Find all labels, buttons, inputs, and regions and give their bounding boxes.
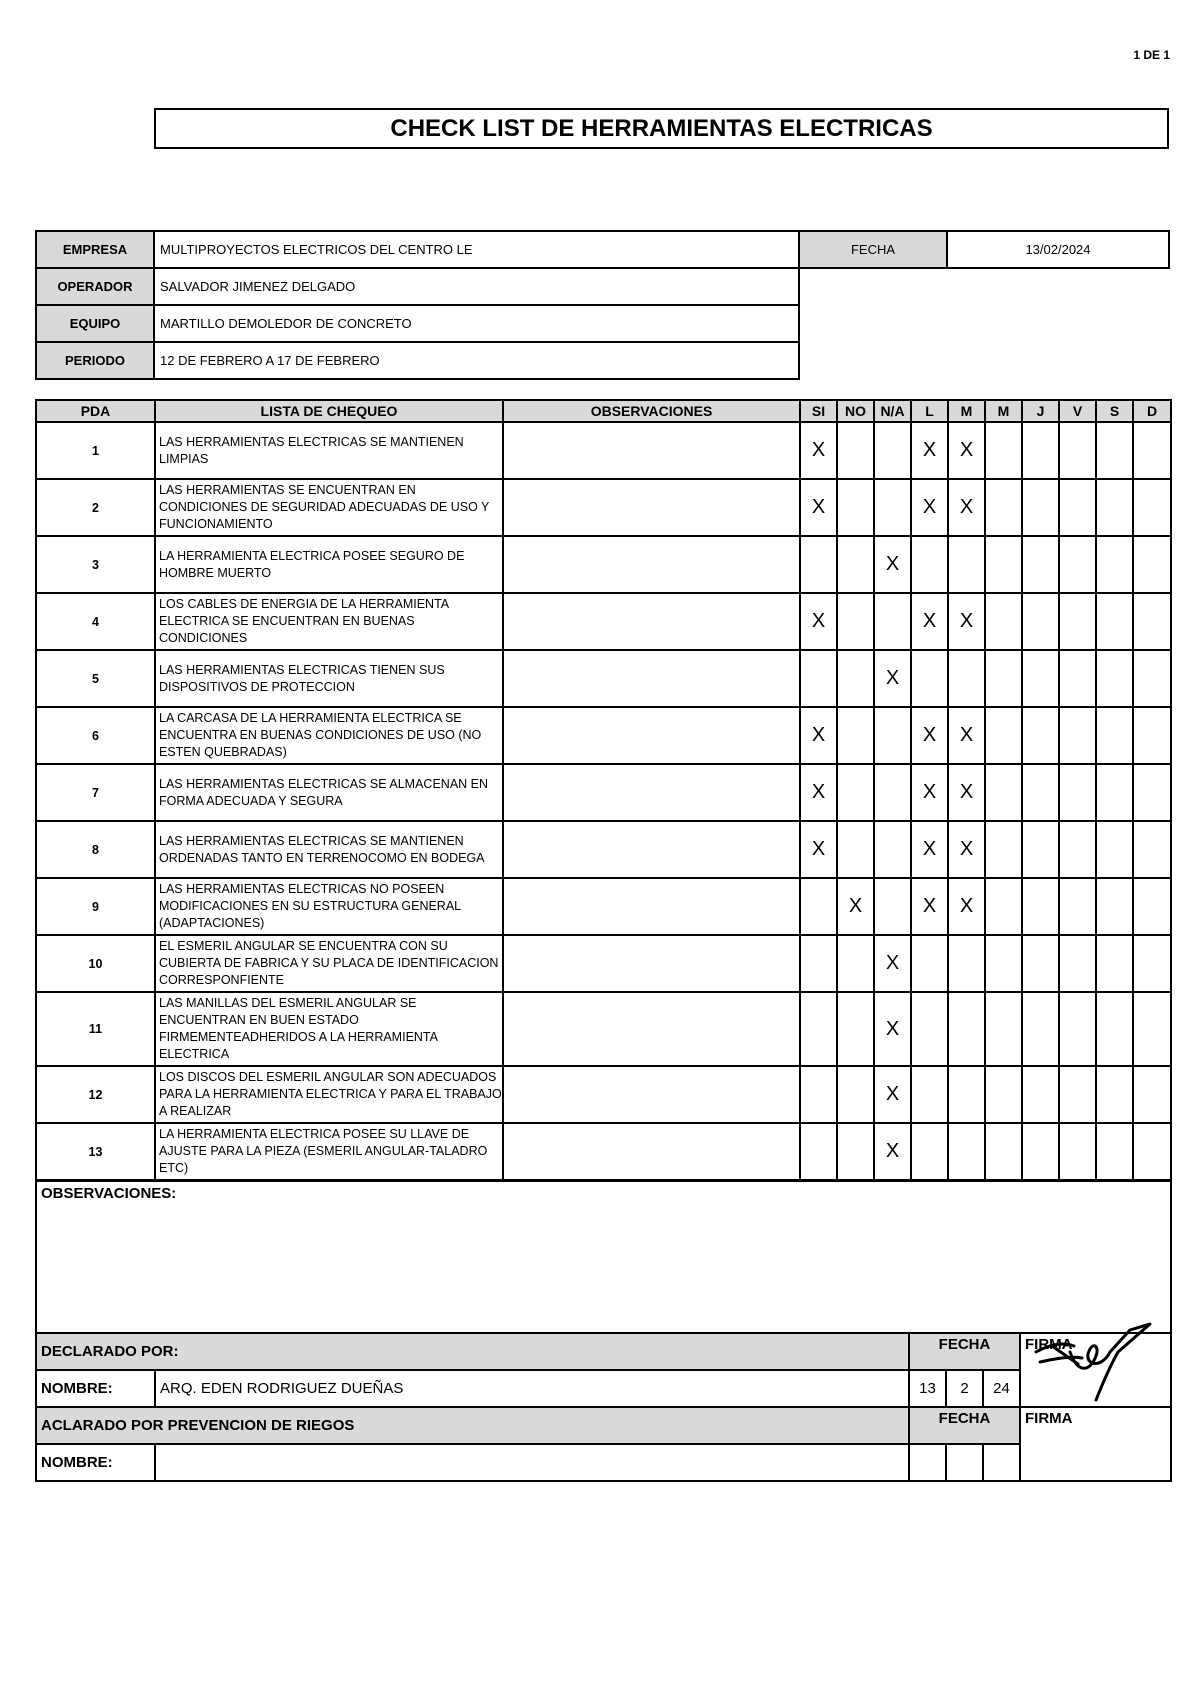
mark-cell[interactable] <box>1022 479 1059 536</box>
mark-cell[interactable] <box>1133 1123 1171 1180</box>
mark-cell[interactable] <box>1133 479 1171 536</box>
mark-cell[interactable]: X <box>800 764 837 821</box>
mark-cell[interactable] <box>1059 593 1096 650</box>
observation-cell[interactable] <box>503 878 800 935</box>
pda-cell: 4 <box>36 593 155 650</box>
mark-cell[interactable] <box>800 992 837 1066</box>
checklist-item-cell: LAS MANILLAS DEL ESMERIL ANGULAR SE ENCUENTRAN EN BUEN ESTADO FIRMEMENTEADHERIDOS A LA HERRAMIENTA ELECTRICA <box>155 992 503 1066</box>
mark-cell[interactable]: X <box>874 536 911 593</box>
mark-cell[interactable]: X <box>948 479 985 536</box>
checklist-item-cell: LA HERRAMIENTA ELECTRICA POSEE SU LLAVE DE AJUSTE PARA LA PIEZA (ESMERIL ANGULAR-TALADRO ETC) <box>155 1123 503 1180</box>
fecha2-day[interactable] <box>909 1444 946 1481</box>
header-domingo: D <box>1133 400 1171 422</box>
mark-cell[interactable]: X <box>800 422 837 479</box>
mark-cell[interactable]: X <box>874 992 911 1066</box>
checklist-item-cell: LAS HERRAMIENTAS ELECTRICAS NO POSEEN MODIFICACIONES EN SU ESTRUCTURA GENERAL (ADAPTACIONES) <box>155 878 503 935</box>
pda-cell: 7 <box>36 764 155 821</box>
mark-cell[interactable] <box>1059 935 1096 992</box>
aclarado-firma-label: FIRMA <box>1025 1410 1073 1427</box>
mark-cell[interactable] <box>1096 935 1133 992</box>
checklist-body <box>36 422 1171 1180</box>
mark-cell[interactable] <box>985 422 1022 479</box>
observation-cell[interactable] <box>503 1066 800 1123</box>
mark-cell[interactable] <box>800 878 837 935</box>
mark-cell[interactable] <box>874 422 911 479</box>
mark-cell[interactable] <box>837 764 874 821</box>
checklist-item-cell: LOS DISCOS DEL ESMERIL ANGULAR SON ADECUADOS PARA LA HERRAMIENTA ELECTRICA Y PARA EL TRABAJO A REALIZAR <box>155 1066 503 1123</box>
table-row <box>36 992 1171 1066</box>
mark-cell[interactable] <box>985 593 1022 650</box>
header-na: N/A <box>874 400 911 422</box>
header-sabado: S <box>1096 400 1133 422</box>
mark-cell[interactable] <box>985 707 1022 764</box>
mark-cell[interactable] <box>837 935 874 992</box>
aclarado-firma-cell[interactable] <box>1020 1407 1171 1481</box>
mark-cell[interactable]: X <box>948 821 985 878</box>
mark-cell[interactable]: X <box>800 479 837 536</box>
mark-cell[interactable] <box>1096 479 1133 536</box>
mark-cell[interactable] <box>837 1066 874 1123</box>
checklist-item-cell: LAS HERRAMIENTAS ELECTRICAS SE ALMACENAN EN FORMA ADECUADA Y SEGURA <box>155 764 503 821</box>
pda-cell: 6 <box>36 707 155 764</box>
pda-cell: 2 <box>36 479 155 536</box>
table-row <box>36 422 1171 479</box>
header-si: SI <box>800 400 837 422</box>
checklist-table <box>35 399 1172 1181</box>
observation-cell[interactable] <box>503 422 800 479</box>
mark-cell[interactable] <box>1022 821 1059 878</box>
mark-cell[interactable]: X <box>911 479 948 536</box>
mark-cell[interactable] <box>1133 422 1171 479</box>
mark-cell[interactable] <box>1022 878 1059 935</box>
fecha-day[interactable]: 13 <box>909 1370 946 1407</box>
mark-cell[interactable] <box>800 1066 837 1123</box>
mark-cell[interactable] <box>837 650 874 707</box>
table-row <box>36 650 1171 707</box>
mark-cell[interactable] <box>985 650 1022 707</box>
mark-cell[interactable]: X <box>911 707 948 764</box>
mark-cell[interactable] <box>1022 1123 1059 1180</box>
mark-cell[interactable]: X <box>874 1123 911 1180</box>
mark-cell[interactable] <box>874 479 911 536</box>
mark-cell[interactable] <box>1133 650 1171 707</box>
observation-cell[interactable] <box>503 821 800 878</box>
mark-cell[interactable] <box>1059 1066 1096 1123</box>
mark-cell[interactable] <box>985 479 1022 536</box>
mark-cell[interactable] <box>948 992 985 1066</box>
mark-cell[interactable] <box>1133 992 1171 1066</box>
pda-cell: 10 <box>36 935 155 992</box>
mark-cell[interactable] <box>1059 536 1096 593</box>
observation-cell[interactable] <box>503 992 800 1066</box>
mark-cell[interactable] <box>837 479 874 536</box>
mark-cell[interactable] <box>1133 536 1171 593</box>
pda-cell: 9 <box>36 878 155 935</box>
mark-cell[interactable] <box>1096 650 1133 707</box>
table-row <box>36 593 1171 650</box>
mark-cell[interactable]: X <box>874 650 911 707</box>
mark-cell[interactable]: X <box>911 422 948 479</box>
equipo-value: MARTILLO DEMOLEDOR DE CONCRETO <box>153 304 800 343</box>
nombre-label: NOMBRE: <box>36 1370 155 1407</box>
table-row <box>36 707 1171 764</box>
fecha-year[interactable]: 24 <box>983 1370 1020 1407</box>
checklist-item-cell: LAS HERRAMIENTAS ELECTRICAS SE MANTIENEN LIMPIAS <box>155 422 503 479</box>
table-row <box>36 878 1171 935</box>
mark-cell[interactable]: X <box>948 422 985 479</box>
nombre-value[interactable]: ARQ. EDEN RODRIGUEZ DUEÑAS <box>155 1370 909 1407</box>
pda-cell: 11 <box>36 992 155 1066</box>
mark-cell[interactable] <box>1059 422 1096 479</box>
header-lunes: L <box>911 400 948 422</box>
mark-cell[interactable] <box>1059 821 1096 878</box>
mark-cell[interactable]: X <box>948 764 985 821</box>
mark-cell[interactable] <box>874 593 911 650</box>
observation-cell[interactable] <box>503 707 800 764</box>
mark-cell[interactable]: X <box>800 821 837 878</box>
mark-cell[interactable] <box>1133 593 1171 650</box>
mark-cell[interactable] <box>1059 764 1096 821</box>
observation-cell[interactable] <box>503 536 800 593</box>
mark-cell[interactable]: X <box>911 764 948 821</box>
empresa-label: EMPRESA <box>35 230 155 269</box>
table-row <box>36 764 1171 821</box>
observaciones-box[interactable] <box>36 1181 1171 1333</box>
checklist-item-cell: EL ESMERIL ANGULAR SE ENCUENTRA CON SU CUBIERTA DE FABRICA Y SU PLACA DE IDENTIFICACION CORRESPONFIENTE <box>155 935 503 992</box>
equipo-label: EQUIPO <box>35 304 155 343</box>
fecha-month[interactable]: 2 <box>946 1370 983 1407</box>
header-martes: M <box>948 400 985 422</box>
table-row <box>36 821 1171 878</box>
aclarado-fecha-label: FECHA <box>909 1407 1020 1444</box>
mark-cell[interactable]: X <box>948 707 985 764</box>
checklist-item-cell: LAS HERRAMIENTAS ELECTRICAS SE MANTIENEN ORDENADAS TANTO EN TERRENOCOMO EN BODEGA <box>155 821 503 878</box>
header-viernes: V <box>1059 400 1096 422</box>
pda-cell: 8 <box>36 821 155 878</box>
mark-cell[interactable] <box>1096 821 1133 878</box>
mark-cell[interactable] <box>800 935 837 992</box>
mark-cell[interactable] <box>1022 764 1059 821</box>
mark-cell[interactable]: X <box>911 593 948 650</box>
mark-cell[interactable] <box>837 422 874 479</box>
operador-value: SALVADOR JIMENEZ DELGADO <box>153 267 800 306</box>
mark-cell[interactable] <box>1096 878 1133 935</box>
nombre2-label: NOMBRE: <box>36 1444 155 1481</box>
observation-cell[interactable] <box>503 935 800 992</box>
mark-cell[interactable] <box>1022 593 1059 650</box>
mark-cell[interactable] <box>1133 878 1171 935</box>
mark-cell[interactable]: X <box>800 593 837 650</box>
mark-cell[interactable] <box>985 935 1022 992</box>
mark-cell[interactable] <box>911 935 948 992</box>
mark-cell[interactable] <box>985 536 1022 593</box>
table-row <box>36 536 1171 593</box>
mark-cell[interactable] <box>837 536 874 593</box>
mark-cell[interactable] <box>1096 593 1133 650</box>
checklist-header-row <box>36 400 1171 422</box>
mark-cell[interactable] <box>911 992 948 1066</box>
mark-cell[interactable] <box>1022 707 1059 764</box>
mark-cell[interactable] <box>1133 764 1171 821</box>
header-jueves: J <box>1022 400 1059 422</box>
mark-cell[interactable] <box>911 1066 948 1123</box>
empresa-value: MULTIPROYECTOS ELECTRICOS DEL CENTRO LE <box>153 230 800 269</box>
mark-cell[interactable] <box>1133 821 1171 878</box>
table-row <box>36 1123 1171 1180</box>
mark-cell[interactable] <box>1096 1066 1133 1123</box>
mark-cell[interactable] <box>1096 422 1133 479</box>
mark-cell[interactable] <box>1096 764 1133 821</box>
header-no: NO <box>837 400 874 422</box>
mark-cell[interactable] <box>948 1066 985 1123</box>
table-row <box>36 479 1171 536</box>
mark-cell[interactable] <box>985 878 1022 935</box>
mark-cell[interactable]: X <box>837 878 874 935</box>
mark-cell[interactable] <box>874 707 911 764</box>
checklist-item-cell: LOS CABLES DE ENERGIA DE LA HERRAMIENTA ELECTRICA SE ENCUENTRAN EN BUENAS CONDICIONES <box>155 593 503 650</box>
mark-cell[interactable]: X <box>874 935 911 992</box>
mark-cell[interactable] <box>1059 479 1096 536</box>
mark-cell[interactable] <box>1133 707 1171 764</box>
header-miercoles: M <box>985 400 1022 422</box>
checklist-item-cell: LAS HERRAMIENTAS ELECTRICAS TIENEN SUS DISPOSITIVOS DE PROTECCION <box>155 650 503 707</box>
mark-cell[interactable] <box>911 650 948 707</box>
mark-cell[interactable] <box>985 821 1022 878</box>
mark-cell[interactable] <box>837 821 874 878</box>
fecha-label: FECHA <box>798 230 948 269</box>
mark-cell[interactable] <box>911 1123 948 1180</box>
mark-cell[interactable] <box>874 878 911 935</box>
mark-cell[interactable] <box>1022 536 1059 593</box>
operador-label: OPERADOR <box>35 267 155 306</box>
mark-cell[interactable] <box>1059 878 1096 935</box>
checklist-item-cell: LA HERRAMIENTA ELECTRICA POSEE SEGURO DE HOMBRE MUERTO <box>155 536 503 593</box>
periodo-label: PERIODO <box>35 341 155 380</box>
mark-cell[interactable] <box>1059 992 1096 1066</box>
mark-cell[interactable] <box>1059 650 1096 707</box>
checklist-item-cell: LA CARCASA DE LA HERRAMIENTA ELECTRICA SE ENCUENTRA EN BUENAS CONDICIONES DE USO (NO ESTEN QUEBRADAS) <box>155 707 503 764</box>
fecha2-month[interactable] <box>946 1444 983 1481</box>
mark-cell[interactable] <box>1022 1066 1059 1123</box>
header-observaciones: OBSERVACIONES <box>503 400 800 422</box>
mark-cell[interactable] <box>985 1123 1022 1180</box>
mark-cell[interactable]: X <box>948 878 985 935</box>
pda-cell: 12 <box>36 1066 155 1123</box>
fecha-value: 13/02/2024 <box>946 230 1170 269</box>
observaciones-label: OBSERVACIONES: <box>41 1185 177 1202</box>
observation-cell[interactable] <box>503 650 800 707</box>
mark-cell[interactable] <box>985 992 1022 1066</box>
mark-cell[interactable] <box>1133 935 1171 992</box>
mark-cell[interactable] <box>1059 707 1096 764</box>
mark-cell[interactable]: X <box>800 707 837 764</box>
observation-cell[interactable] <box>503 764 800 821</box>
mark-cell[interactable] <box>837 707 874 764</box>
mark-cell[interactable] <box>1022 650 1059 707</box>
footer-table <box>35 1180 1172 1482</box>
mark-cell[interactable] <box>985 764 1022 821</box>
mark-cell[interactable] <box>1096 992 1133 1066</box>
mark-cell[interactable] <box>1133 1066 1171 1123</box>
fecha2-year[interactable] <box>983 1444 1020 1481</box>
pda-cell: 5 <box>36 650 155 707</box>
mark-cell[interactable]: X <box>911 821 948 878</box>
mark-cell[interactable]: X <box>948 593 985 650</box>
header-pda: PDA <box>36 400 155 422</box>
mark-cell[interactable] <box>1096 1123 1133 1180</box>
declarado-firma-label: FIRMA <box>1025 1336 1073 1353</box>
declarado-fecha-label: FECHA <box>909 1333 1020 1370</box>
page-number: 1 DE 1 <box>1133 48 1170 62</box>
mark-cell[interactable] <box>837 1123 874 1180</box>
mark-cell[interactable] <box>1022 935 1059 992</box>
pda-cell: 3 <box>36 536 155 593</box>
document-title: CHECK LIST DE HERRAMIENTAS ELECTRICAS <box>154 108 1169 149</box>
observation-cell[interactable] <box>503 479 800 536</box>
mark-cell[interactable] <box>948 536 985 593</box>
observation-cell[interactable] <box>503 593 800 650</box>
observation-cell[interactable] <box>503 1123 800 1180</box>
periodo-value: 12 DE FEBRERO A 17 DE FEBRERO <box>153 341 800 380</box>
mark-cell[interactable] <box>948 650 985 707</box>
mark-cell[interactable] <box>948 1123 985 1180</box>
mark-cell[interactable] <box>911 536 948 593</box>
mark-cell[interactable] <box>874 764 911 821</box>
table-row <box>36 1066 1171 1123</box>
signature-icon <box>1030 1322 1155 1402</box>
mark-cell[interactable] <box>948 935 985 992</box>
mark-cell[interactable] <box>1096 536 1133 593</box>
pda-cell: 13 <box>36 1123 155 1180</box>
mark-cell[interactable] <box>985 1066 1022 1123</box>
mark-cell[interactable] <box>837 593 874 650</box>
mark-cell[interactable] <box>800 650 837 707</box>
mark-cell[interactable] <box>800 536 837 593</box>
mark-cell[interactable] <box>1059 1123 1096 1180</box>
table-row <box>36 935 1171 992</box>
pda-cell: 1 <box>36 422 155 479</box>
mark-cell[interactable]: X <box>911 878 948 935</box>
header-lista: LISTA DE CHEQUEO <box>155 400 503 422</box>
mark-cell[interactable] <box>1022 422 1059 479</box>
mark-cell[interactable] <box>1022 992 1059 1066</box>
nombre2-value[interactable] <box>155 1444 909 1481</box>
mark-cell[interactable] <box>837 992 874 1066</box>
aclarado-label: ACLARADO POR PREVENCION DE RIEGOS <box>36 1407 909 1444</box>
mark-cell[interactable] <box>800 1123 837 1180</box>
checklist-item-cell: LAS HERRAMIENTAS SE ENCUENTRAN EN CONDICIONES DE SEGURIDAD ADECUADAS DE USO Y FUNCIONAMIENTO <box>155 479 503 536</box>
declarado-label: DECLARADO POR: <box>36 1333 909 1370</box>
mark-cell[interactable]: X <box>874 1066 911 1123</box>
mark-cell[interactable] <box>874 821 911 878</box>
mark-cell[interactable] <box>1096 707 1133 764</box>
